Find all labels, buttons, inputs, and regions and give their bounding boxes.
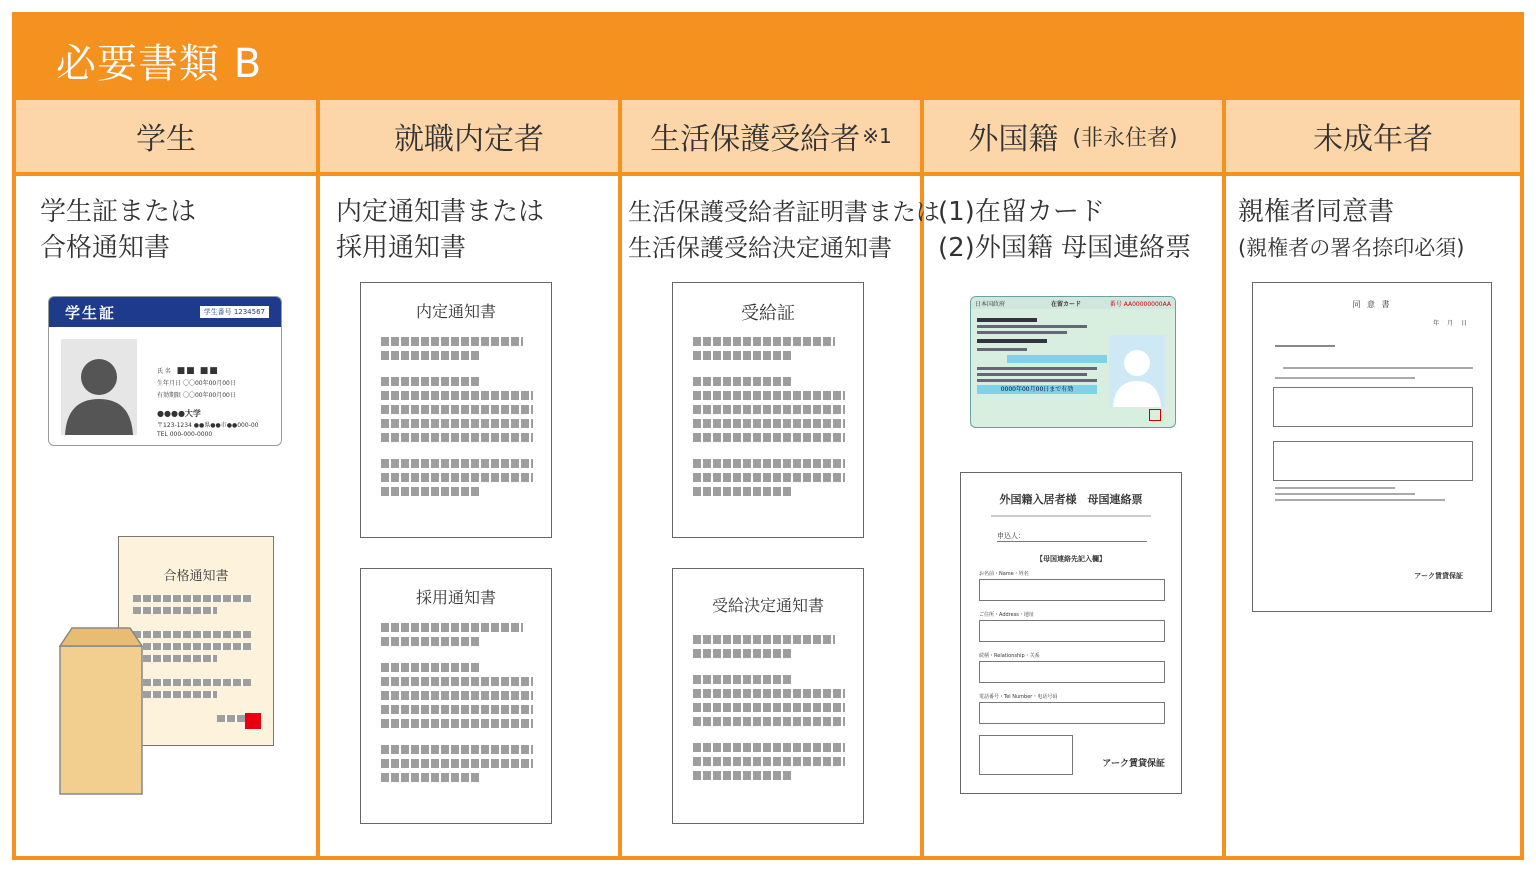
- heading-text: 未成年者: [1313, 122, 1433, 157]
- card-fields: [977, 315, 1107, 397]
- field-label: 続柄・Relationship・关系: [979, 653, 1040, 659]
- field-box: [979, 702, 1165, 724]
- document-date: 年 月 日: [1433, 320, 1467, 327]
- heading-sub: (非永住者): [1072, 125, 1178, 151]
- field-box: [979, 579, 1165, 601]
- home-country-contact-form: [960, 472, 1182, 794]
- brand-logo: アーク賃貸保証: [1102, 759, 1165, 769]
- brand-logo: アーク賃貸保証: [1414, 572, 1463, 580]
- desc-line: 親権者同意書: [1238, 197, 1395, 227]
- field-box: [979, 620, 1165, 642]
- school-name: ●●●●大学: [157, 409, 201, 418]
- document-title: 受給決定通知書: [711, 596, 824, 615]
- memo-box: [979, 735, 1073, 775]
- envelope-icon: [58, 626, 144, 796]
- desc-line: (1)在留カード: [938, 197, 1105, 227]
- card-title: 学生証: [65, 304, 117, 322]
- column-heading-minor: [1226, 100, 1520, 172]
- document-title: 採用通知書: [415, 588, 496, 607]
- document-title: 外国籍入居者様 母国連絡票: [999, 493, 1143, 506]
- desc-line: 生活保護受給者証明書または: [628, 198, 940, 226]
- description-job-offer: [336, 194, 544, 266]
- heading-text: 外国籍: [968, 122, 1059, 157]
- field-label: ご住所・Address・地址: [979, 612, 1034, 618]
- validity: 0000年00月00日まで有効: [977, 385, 1097, 394]
- field-label: 電話番号・Tel Number・电话号码: [979, 694, 1058, 700]
- student-id-card: [48, 296, 282, 446]
- card-issuer: 日本国政府: [975, 301, 1006, 308]
- residence-card: [970, 296, 1176, 428]
- person-silhouette-icon: [61, 339, 137, 435]
- welfare-decision-document: [672, 568, 864, 824]
- desc-line: 生活保護受給決定通知書: [628, 234, 892, 262]
- heading-text: 生活保護受給者: [650, 122, 861, 157]
- page-title: 必要書類 B: [56, 41, 263, 87]
- document-title: 同 意 書: [1352, 300, 1392, 309]
- description-foreign: [938, 194, 1191, 266]
- document-title: 受給証: [741, 303, 795, 324]
- heading-note: ※1: [862, 124, 892, 148]
- photo: [1109, 335, 1165, 407]
- parental-consent-form: [1252, 282, 1492, 612]
- signature-table: [1273, 441, 1473, 481]
- address: 〒123-1234 ●●県●●市●●000-00: [157, 422, 259, 429]
- description-student: [40, 194, 196, 266]
- field-box: [979, 661, 1165, 683]
- job-offer-notice-document: [360, 282, 552, 538]
- placeholder-text-lines: [381, 337, 533, 501]
- card-title: 在留カード: [1051, 301, 1082, 308]
- field-value: 〇〇00年00月00日: [182, 380, 236, 387]
- tel: TEL 000-000-0000: [157, 431, 213, 438]
- divider: [1222, 100, 1226, 860]
- document-title: 合格通知書: [163, 569, 229, 584]
- column-heading-job-offer: [320, 100, 618, 172]
- desc-line: 学生証または: [40, 197, 197, 227]
- heading-text: 学生: [136, 122, 196, 157]
- title-bar: [16, 16, 1520, 100]
- seal-stamp: [1149, 409, 1161, 421]
- applicant-label: 申込人：: [997, 531, 1147, 542]
- field-value: 〇〇00年00月00日: [182, 392, 236, 399]
- placeholder-text-lines: [693, 635, 845, 785]
- description-minor: [1238, 194, 1464, 266]
- placeholder-text-lines: [693, 337, 845, 501]
- description-welfare: [628, 194, 940, 266]
- card-fields: 氏 名 ■■ ■■ 生年月日 〇〇00年00月00日 有効期限 〇〇00年00月00日 ●●●●大学 〒123-1234 ●●県●●市●●000-00 TEL 000-000-0000: [157, 366, 259, 438]
- placeholder-text-lines: [381, 623, 533, 787]
- divider: [618, 100, 622, 860]
- seal-stamp: [245, 713, 261, 729]
- signature-table: [1273, 387, 1473, 427]
- document-title: 内定通知書: [415, 302, 496, 321]
- placeholder-text-lines: [133, 595, 251, 727]
- divider: [316, 100, 320, 860]
- desc-line: 採用通知書: [336, 233, 467, 263]
- avatar: [61, 339, 137, 435]
- card-number: 番号 AA00000000AA: [1109, 301, 1171, 308]
- field-label: お名前・Name・姓名: [979, 571, 1029, 577]
- column-heading-foreign: [924, 100, 1222, 172]
- desc-line: 内定通知書または: [336, 197, 545, 227]
- required-documents-panel: [12, 12, 1524, 860]
- divider: [16, 172, 1520, 176]
- card-header: [49, 297, 281, 327]
- desc-line: 合格通知書: [40, 233, 171, 263]
- employment-notice-document: [360, 568, 552, 824]
- welfare-certificate-document: [672, 282, 864, 538]
- column-heading-student: [16, 100, 316, 172]
- heading-text: 就職内定者: [394, 122, 544, 157]
- field-label: 氏 名: [157, 368, 171, 375]
- column-heading-welfare: [622, 100, 920, 172]
- person-silhouette-icon: [1109, 335, 1165, 407]
- desc-line: (親権者の署名捺印必須): [1238, 236, 1465, 260]
- section-heading: 【母国連絡先記入欄】: [1036, 555, 1106, 563]
- card-number: 学生番号 1234567: [200, 306, 269, 318]
- field-label: 有効期限: [157, 392, 182, 399]
- field-label: 生年月日: [157, 380, 182, 387]
- card-header: [971, 297, 1175, 309]
- desc-line: (2)外国籍 母国連絡票: [938, 233, 1192, 263]
